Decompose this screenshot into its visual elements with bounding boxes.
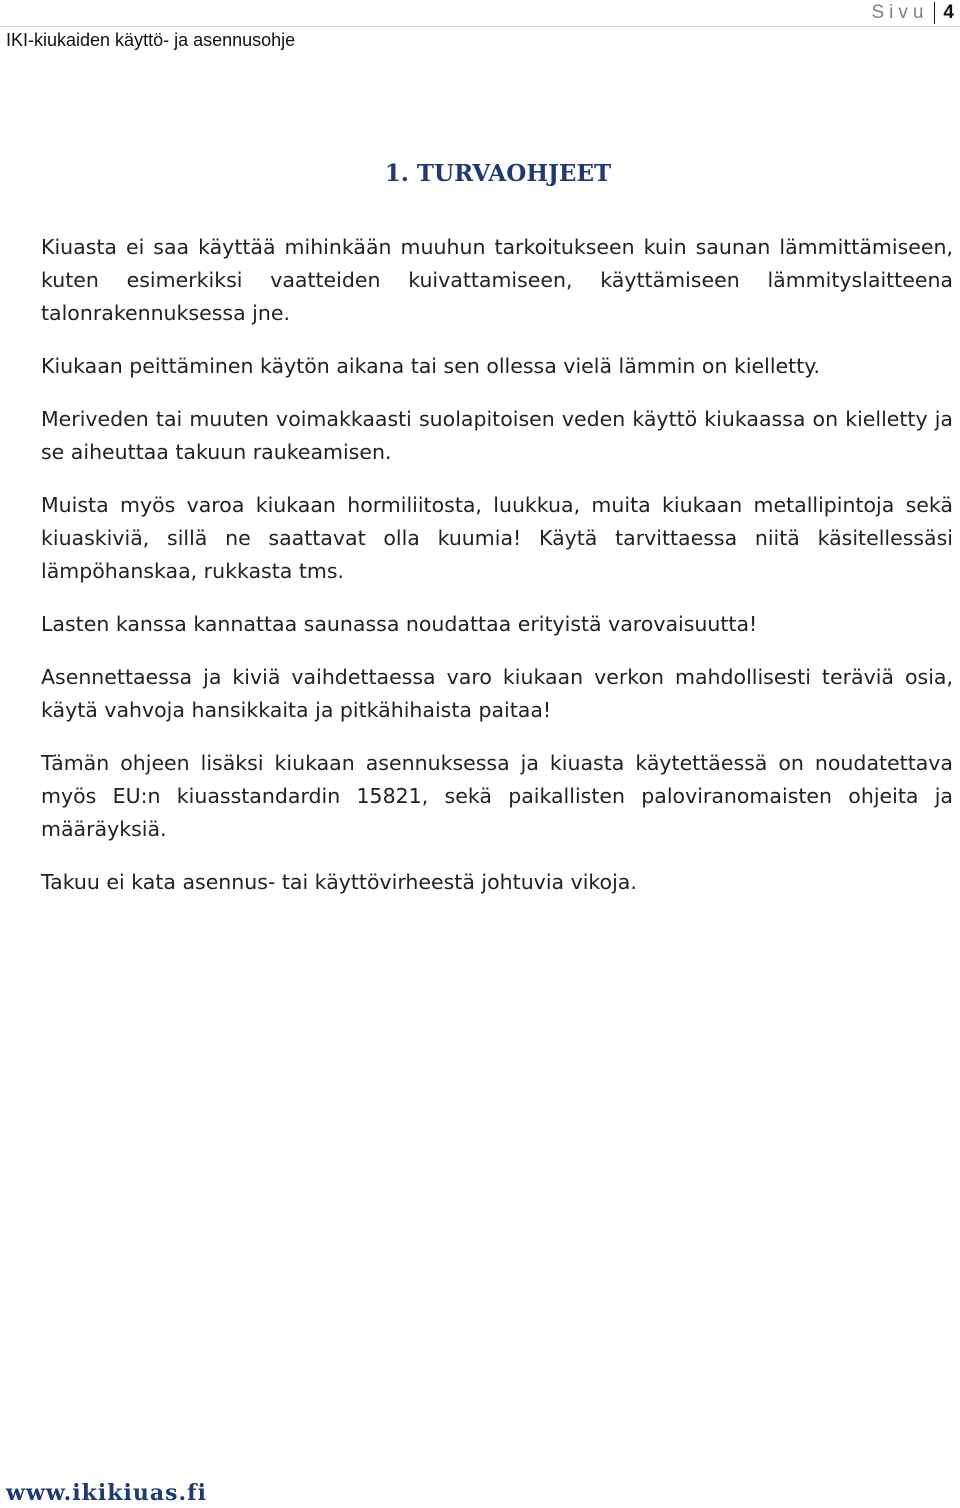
paragraph-warranty: Takuu ei kata asennus- tai käyttövirheestä johtuvia vikoja.: [41, 870, 637, 894]
page-number: 4: [943, 2, 954, 23]
section-heading: 1. TURVAOHJEET: [384, 160, 612, 188]
footer-website-link[interactable]: www.ikikiuas.fi: [6, 1480, 207, 1506]
page-header: [0, 0, 960, 56]
paragraph-standards: Tämän ohjeen lisäksi kiukaan asennuksessa ja kiuasta käytettäessä on noudatettava myös EU:n kiuasstandardin 15821, sekä paikallisten paloviranomaisten ohjeita ja määräyksiä.: [41, 751, 953, 841]
header-divider: [0, 26, 960, 27]
section-body: [41, 231, 953, 919]
paragraph-seawater: Meriveden tai muuten voimakkaasti suolapitoisen veden käyttö kiukaassa on kielletty ja se aiheuttaa takuun raukeamisen.: [41, 407, 953, 464]
page-label: Sivu: [871, 2, 935, 24]
page-indicator: [871, 0, 954, 26]
paragraph-hot-surfaces: Muista myös varoa kiukaan hormiliitosta, luukkua, muita kiukaan metallipintoja sekä kiuaskiviä, sillä ne saattavat olla kuumia! Käytä tarvittaessa niitä käsitellessäsi lämpöhanskaa, rukkasta tms.: [41, 493, 953, 583]
paragraph-children: Lasten kanssa kannattaa saunassa noudattaa erityistä varovaisuutta!: [41, 612, 758, 636]
paragraph-covering: Kiukaan peittäminen käytön aikana tai sen ollessa vielä lämmin on kielletty.: [41, 354, 820, 378]
document-title: IKI-kiukaiden käyttö- ja asennusohje: [6, 30, 296, 50]
paragraph-installation: Asennettaessa ja kiviä vaihdettaessa varo kiukaan verkon mahdollisesti teräviä osia, käytä vahvoja hansikkaita ja pitkähihaista paitaa!: [41, 665, 953, 722]
paragraph-usage: Kiuasta ei saa käyttää mihinkään muuhun tarkoitukseen kuin saunan lämmittämiseen, kuten esimerkiksi vaatteiden kuivattamiseen, käyttämiseen lämmityslaitteena talonrakennuksessa jne.: [41, 235, 953, 325]
